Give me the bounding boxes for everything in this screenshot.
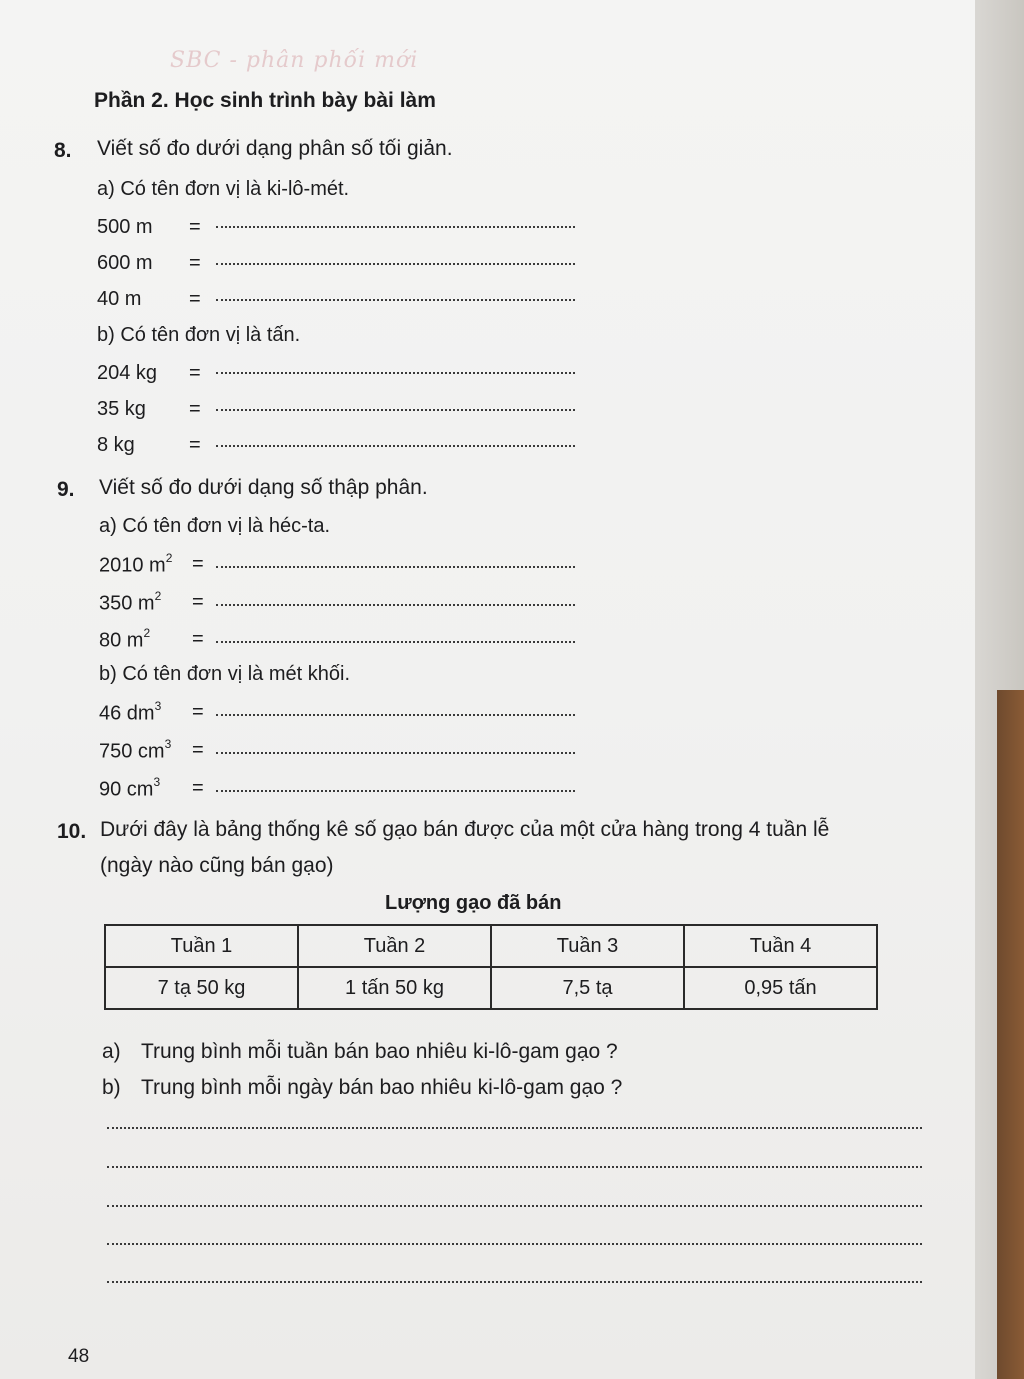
equals-sign: = — [192, 701, 204, 723]
table-surface — [997, 690, 1024, 1379]
page-edge-background — [975, 0, 1024, 1379]
q9b-item-1: 46 $dm^3$ — [99, 699, 162, 725]
page-number: 48 — [68, 1346, 90, 1367]
q8b-item-3: 8 kg — [97, 434, 135, 456]
question-10b-marker: b) — [102, 1076, 121, 1099]
answer-blank[interactable] — [216, 445, 575, 447]
question-9-prompt: Viết số đo dưới dạng số thập phân. — [99, 476, 428, 499]
equals-sign: = — [189, 362, 201, 384]
equals-sign: = — [192, 628, 204, 650]
section-title: Phần 2. Học sinh trình bày bài làm — [94, 89, 436, 112]
table-header-cell: Tuần 2 — [298, 925, 491, 967]
equals-sign: = — [192, 591, 204, 613]
answer-blank[interactable] — [216, 641, 575, 643]
question-8a-label: a) Có tên đơn vị là ki-lô-mét. — [97, 178, 350, 200]
table-cell: 7,5 tạ — [491, 967, 684, 1009]
answer-line[interactable] — [107, 1243, 922, 1245]
table-header-cell: Tuần 1 — [105, 925, 298, 967]
handwritten-note: SBC - phân phối mới — [170, 48, 419, 73]
table-cell: 0,95 tấn — [684, 967, 877, 1009]
question-10-prompt-line1: Dưới đây là bảng thống kê số gạo bán được của một cửa hàng trong 4 tuần lễ — [100, 818, 830, 841]
question-10-number: 10. — [57, 820, 87, 843]
equals-sign: = — [189, 434, 201, 456]
table-cell: 1 tấn 50 kg — [298, 967, 491, 1009]
question-10b-text: Trung bình mỗi ngày bán bao nhiêu ki-lô-gam gạo ? — [141, 1076, 623, 1099]
question-10a-marker: a) — [102, 1040, 121, 1063]
q8b-item-1: 204 kg — [97, 362, 158, 384]
equals-sign: = — [189, 216, 201, 238]
q8a-item-2: 600 m — [97, 252, 153, 274]
equals-sign: = — [192, 777, 204, 799]
answer-blank[interactable] — [216, 409, 575, 411]
question-8-prompt: Viết số đo dưới dạng phân số tối giản. — [97, 137, 453, 160]
q9a-item-2: 350 $m^2$ — [99, 589, 162, 615]
equals-sign: = — [192, 739, 204, 761]
q8b-item-2: 35 kg — [97, 398, 146, 420]
answer-line[interactable] — [107, 1127, 922, 1129]
answer-blank[interactable] — [216, 566, 575, 568]
table-title: Lượng gạo đã bán — [385, 892, 562, 914]
q8a-item-3: 40 m — [97, 288, 142, 310]
question-8b-label: b) Có tên đơn vị là tấn. — [97, 324, 301, 346]
question-9b-label: b) Có tên đơn vị là mét khối. — [99, 663, 351, 685]
equals-sign: = — [189, 398, 201, 420]
table-header-cell: Tuần 3 — [491, 925, 684, 967]
table-header-cell: Tuần 4 — [684, 925, 877, 967]
question-10-prompt-line2: (ngày nào cũng bán gạo) — [100, 854, 334, 877]
question-10a-text: Trung bình mỗi tuần bán bao nhiêu ki-lô-gam gạo ? — [141, 1040, 618, 1063]
equals-sign: = — [189, 252, 201, 274]
answer-blank[interactable] — [216, 226, 575, 228]
question-9a-label: a) Có tên đơn vị là héc-ta. — [99, 515, 331, 537]
answer-line[interactable] — [107, 1166, 922, 1168]
equals-sign: = — [192, 553, 204, 575]
answer-blank[interactable] — [216, 299, 575, 301]
answer-blank[interactable] — [216, 372, 575, 374]
answer-blank[interactable] — [216, 263, 575, 265]
table-row — [105, 967, 877, 1009]
question-9-number: 9. — [57, 478, 75, 501]
q8a-item-1: 500 m — [97, 216, 153, 238]
q9b-item-3: 90 $cm^3$ — [99, 775, 161, 801]
q9a-item-3: 80 $m^2$ — [99, 626, 151, 652]
answer-blank[interactable] — [216, 790, 575, 792]
answer-blank[interactable] — [216, 714, 575, 716]
q9b-item-2: 750 $cm^3$ — [99, 737, 172, 763]
equals-sign: = — [189, 288, 201, 310]
q9a-item-1: 2010 $m^2$ — [99, 551, 173, 577]
rice-sales-table — [104, 924, 878, 1010]
answer-line[interactable] — [107, 1205, 922, 1207]
table-header-row — [105, 925, 877, 967]
answer-line[interactable] — [107, 1281, 922, 1283]
table-cell: 7 tạ 50 kg — [105, 967, 298, 1009]
question-8-number: 8. — [54, 139, 72, 162]
answer-blank[interactable] — [216, 752, 575, 754]
answer-blank[interactable] — [216, 604, 575, 606]
